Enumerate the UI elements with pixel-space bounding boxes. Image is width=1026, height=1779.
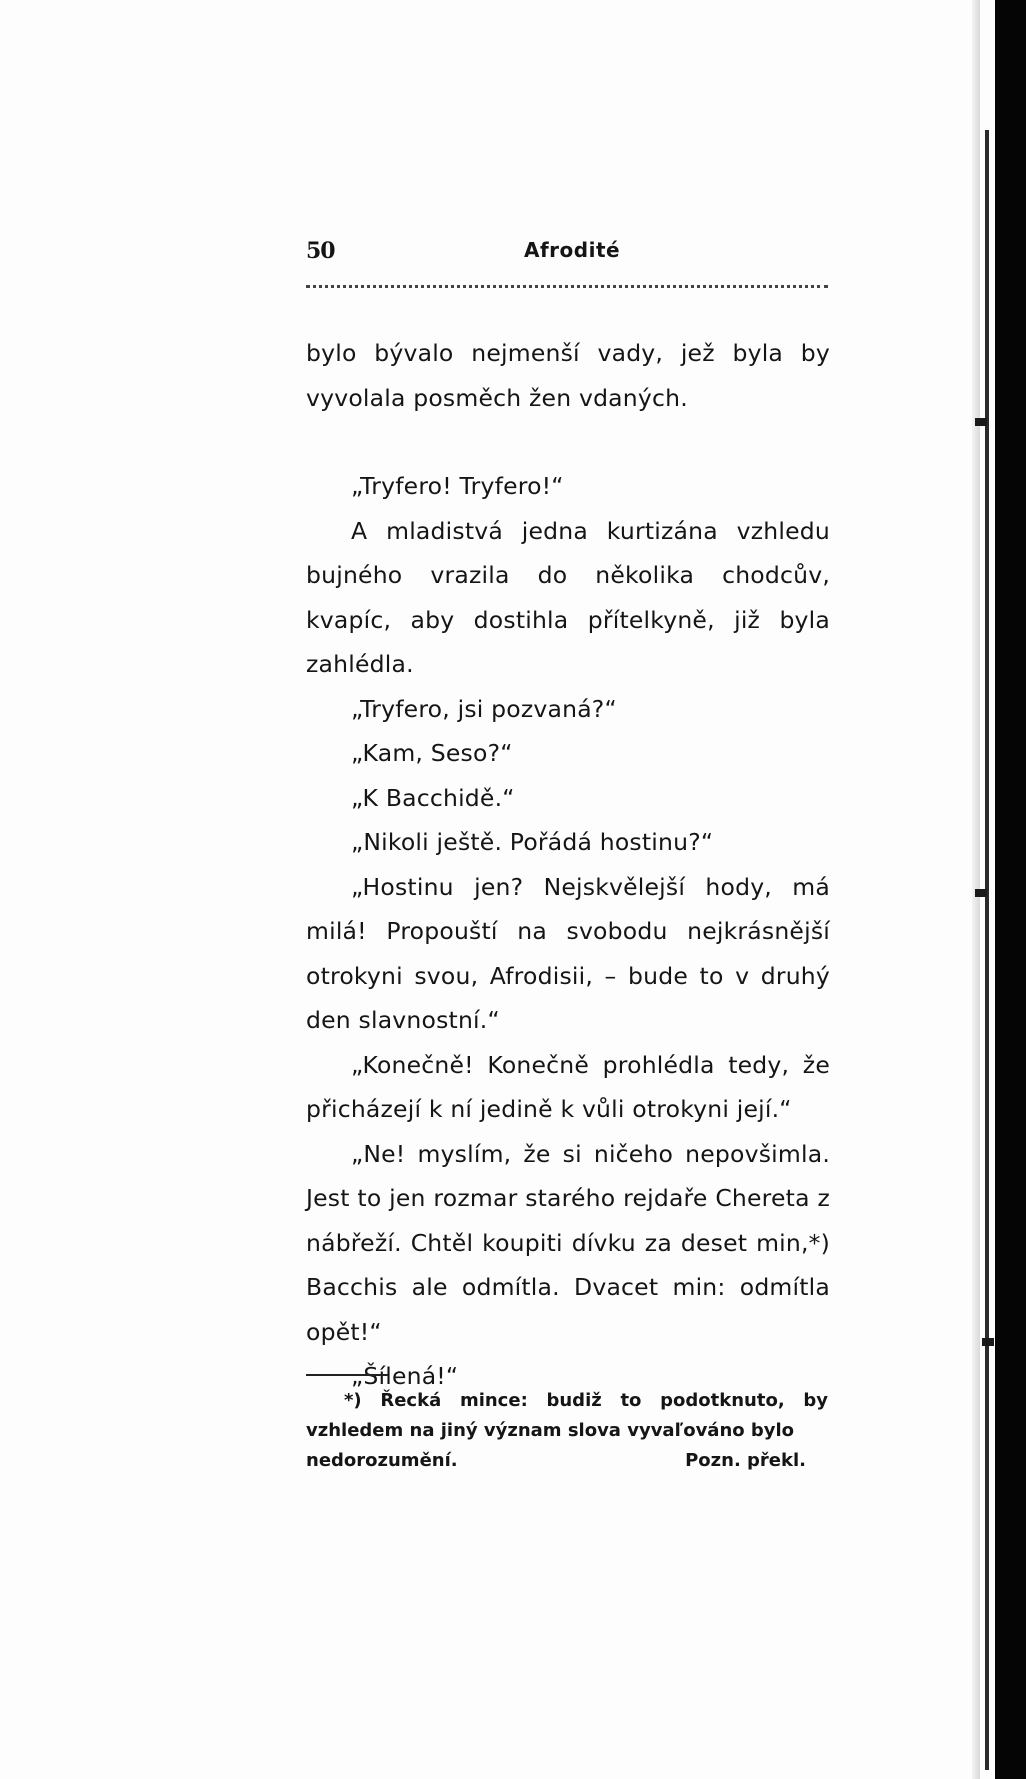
running-head [306,238,830,270]
paragraph: „Šílená!“ [351,1362,459,1390]
paragraph: „Kam, Seso?“ [351,739,513,767]
paragraph: bylo bývalo nejmenší vady, jež byla by vyvolala posměch žen vdaných. [306,339,830,412]
paragraph: A mladistvá jedna kurtizána vzhledu bujného vrazila do několika chodcův, kvapíc, aby dostihla přítelkyně, již byla zahlédla. [306,516,830,678]
paragraph: „Ne! myslím, že si ničeho nepovšimla. Jest to jen rozmar starého rejdaře Chereta z nábřeží. Chtěl koupiti dívku za deset min,*) Bacchis ale odmítla. Dvacet min: odmítla opět!“ [306,1139,830,1346]
scan-border [995,0,1026,1779]
edge-mark [975,889,987,897]
body-text [306,331,830,1399]
paragraph: „Tryfero! Tryfero!“ [351,472,564,500]
page-number: 50 [306,238,335,264]
header-dotted-rule [306,285,828,288]
edge-mark [975,418,987,426]
edge-mark [982,1338,994,1346]
translator-note: Pozn. překl. [685,1450,806,1471]
footnote [306,1386,828,1476]
running-title: Afrodité [524,238,621,262]
page-edge-line [985,130,989,1770]
footnote-text: *) Řecká mince: budiž to podotknuto, by vzhledem na jiný význam slova vyvaľováno bylo [306,1390,828,1441]
footnote-rule [306,1374,388,1376]
paragraph: „Hostinu jen? Nejskvělejší hody, má milá! Propouští na svobodu nejkrásnější otrokyni svou, Afrodisii, – bude to v druhý den slavnostní.“ [306,872,830,1034]
footnote-last-line [306,1446,806,1476]
footnote-end: nedorozumění. [306,1450,458,1471]
paragraph: „Konečně! Konečně prohlédla tedy, že přicházejí k ní jedině k vůli otrokyni její.“ [306,1050,830,1123]
paragraph: „K Bacchidě.“ [351,783,515,812]
paragraph: „Nikoli ještě. Pořádá hostinu?“ [351,828,714,856]
paragraph: „Tryfero, jsi pozvaná?“ [351,694,617,723]
